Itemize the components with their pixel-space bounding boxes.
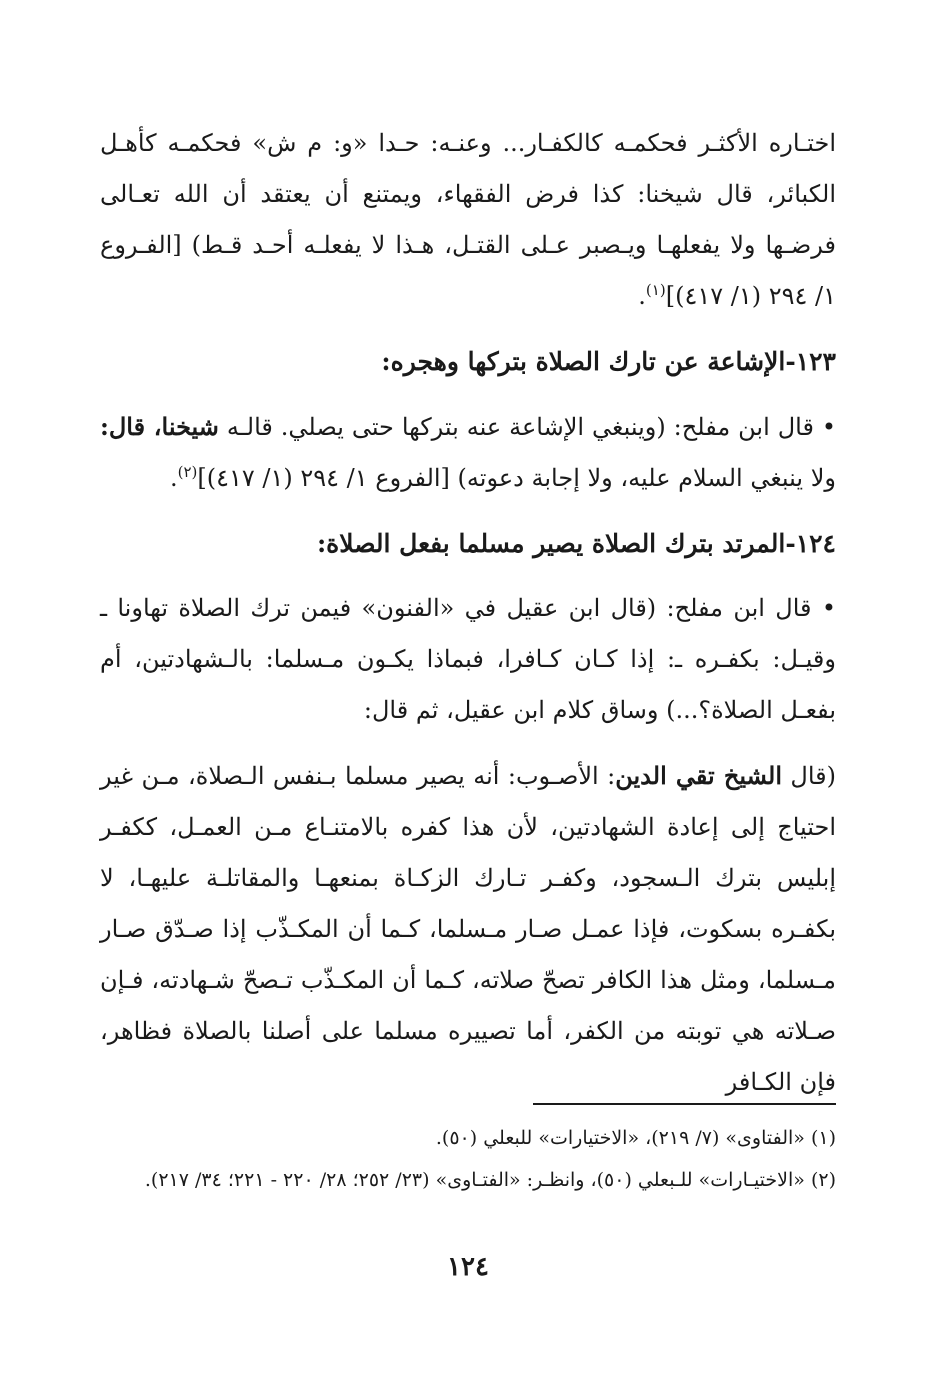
paragraph-2: • قال ابن مفلح: (وينبغي الإشاعة عنه بتركها حتى يصلي. قالـه شيخنا، قال: ولا ينبغي السلام عليه، ولا إجابة دعوته) [الفروع ١/ ٢٩٤ (١/ ٤١٧)]$^{(٢)}$. (100, 412, 837, 492)
paragraph-2-text-a: • قال ابن مفلح: (وينبغي الإشاعة عنه بتركها حتى يصلي. قالـه (218, 413, 837, 441)
paragraph-2-bold-1: شيخنا، (153, 412, 219, 441)
paragraph-4 (100, 750, 836, 1108)
main-text (100, 118, 836, 1122)
footnote-ref-2[interactable]: (٢) (177, 463, 198, 481)
paragraph-4-text-a: (قال (782, 762, 837, 790)
paragraph-1-text: اختـاره الأكثـر فحكمـه كالكفـار... وعنـه: حـدا «و: م ش» فحكمـه كأهـل الكبائر، قال شيخنا: كذا فرض الفقهاء، ويمتنع أن يعتقد أن الله تعـالى فرضـها ولا يفعلهـا ويـصبر عـلى القتـل، هـذا لا يفعلـه أحـد قـط) [الفـروع ١/ ٢٩٤ (١/ ٤١٧)] (100, 129, 836, 310)
footnotes (100, 1103, 836, 1203)
footnote-1: (١) «الفتاوى» (٧/ ٢١٩)، «الاختيارات» للبعلي (٥٠). (435, 1127, 836, 1149)
paragraph-3: • قال ابن مفلح: (قال ابن عقيل في «الفنون» فيمن ترك الصلاة تهاونا ـ وقيـل: بكفـره ـ: إذا كـان كـافرا، فبماذا يكـون مـسلما: بالـشهادتين، أم بفعـل الصلاة؟...) وساق كلام ابن عقيل، ثم قال: (100, 594, 836, 724)
paragraph-2-bold-2: قال: (100, 412, 154, 441)
section-heading-124: ١٢٤-المرتد بترك الصلاة يصير مسلما بفعل الصلاة: (316, 529, 836, 558)
paragraph-4-bold: الشيخ تقي الدين (615, 761, 782, 790)
paragraph-2-text-b: ولا ينبغي السلام عليه، ولا إجابة دعوته) [الفروع ١/ ٢٩٤ (١/ ٤١٧)] (197, 464, 836, 492)
footnote-2: (٢) «الاختيـارات» للـبعلي (٥٠)، وانظـر: «الفتـاوى» (٢٣/ ٢٥٢؛ ٢٨/ ٢٢٠ - ٢٢١؛ ٣٤/ ٢١٧). (144, 1169, 836, 1191)
section-heading-123: ١٢٣-الإشاعة عن تارك الصلاة بتركها وهجره: (381, 347, 836, 376)
footnote-divider (533, 1103, 836, 1105)
paragraph-4-text-b: : الأصـوب: أنه يصير مسلما بـنفس الـصلاة، مـن غير احتياج إلى إعادة الشهادتين، لأن هذا كفره بالامتنـاع مـن العمـل، ككفـر إبليس بترك الـسجود، وكفـر تـارك الزكـاة بمنعهـا والمقاتلـة عليهـا، لا بكفـره بسكوت، فإذا عمـل صـار مـسلما، كـما أن المكـذّب إذا صـدّق صـار مـسلما، ومثل هذا الكافر تصحّ صلاته، كـما أن المكـذّب تـصحّ شـهادته، فـإن صـلاته هي توبته من الكفر، أما تصييره مسلما على أصلنا بالصلاة فظاهر، فإن الكـافر (100, 762, 837, 1096)
footnote-ref-1[interactable]: (١) (645, 281, 666, 299)
page-number: ١٢٤ (447, 1252, 489, 1282)
paragraph-1: اختـاره الأكثـر فحكمـه كالكفـار... وعنـه: حـدا «و: م ش» فحكمـه كأهـل الكبائر، قال شيخنا: كذا فرض الفقهاء، ويمتنع أن يعتقد أن الله تعـالى فرضـها ولا يفعلهـا ويـصبر عـلى القتـل، هـذا لا يفعلـه أحـد قـط) [الفـروع ١/ ٢٩٤ (١/ ٤١٧)]$^{(١)}$. (100, 129, 836, 310)
